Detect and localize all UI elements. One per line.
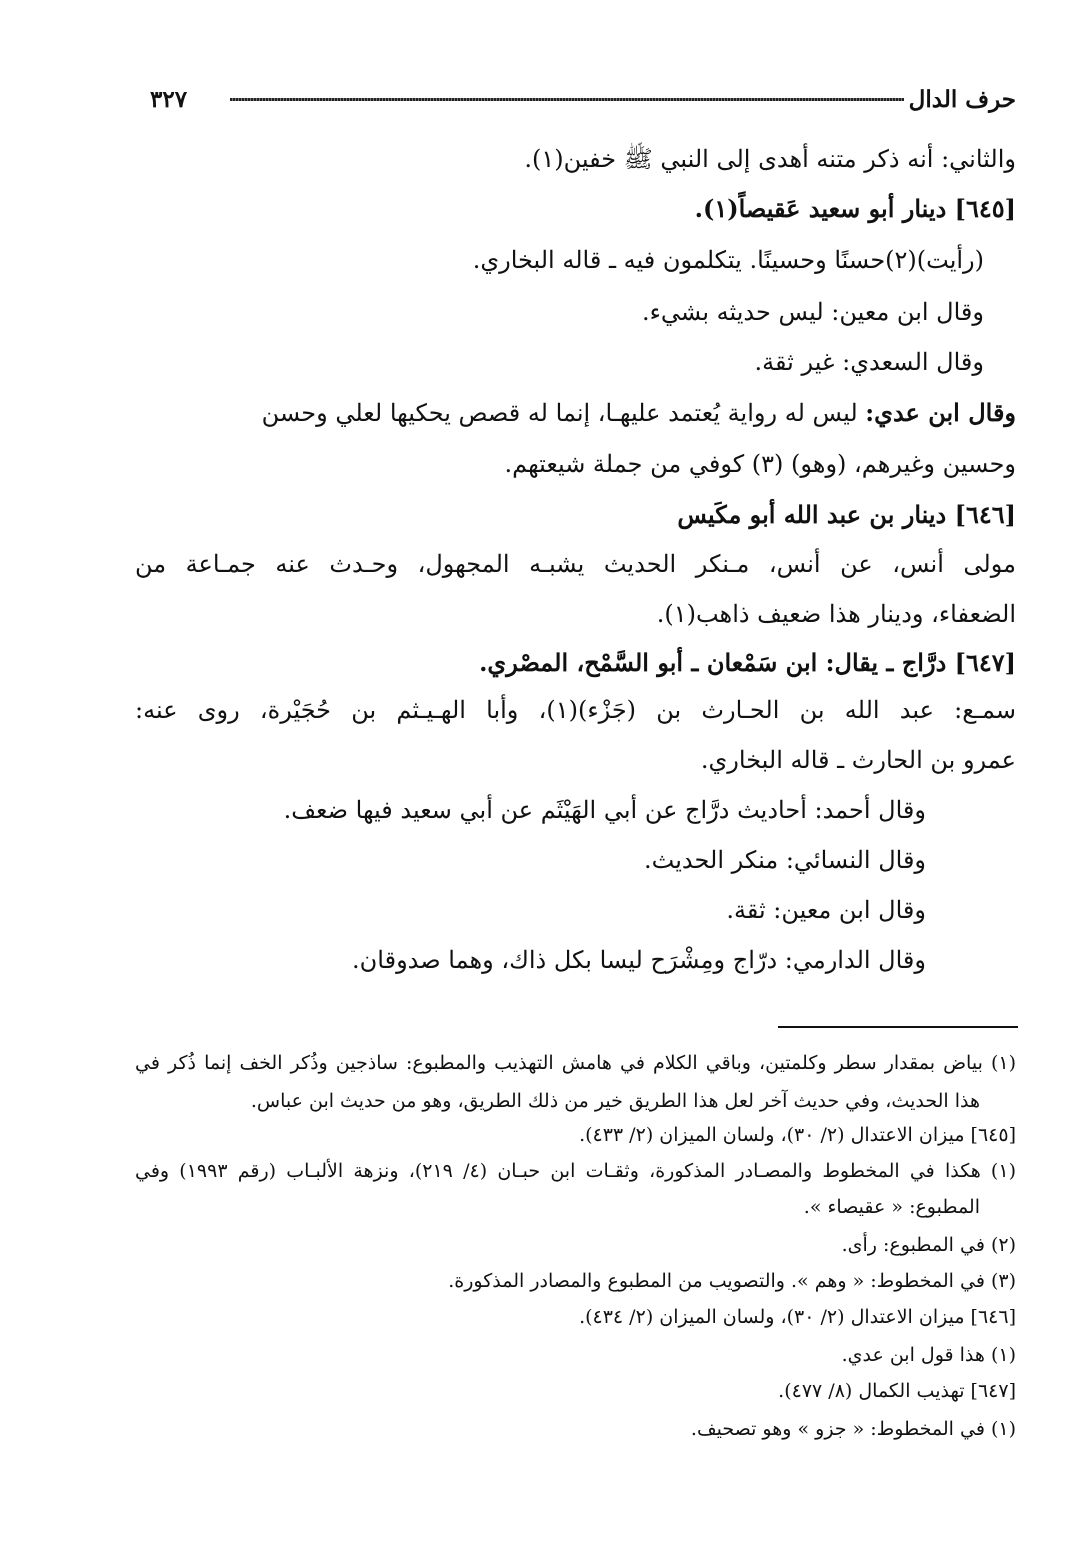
footnote-line: هذا الحديث، وفي حديث آخر لعل هذا الطريق خير من ذلك الطريق، وهو من حديث ابن عباس.: [250, 1090, 980, 1112]
text-line: والثاني: أنه ذكر متنه أهدى إلى النبي ﷺ خفين(١).: [524, 145, 1016, 173]
page-header: [150, 84, 1016, 124]
text-line: وحسين وغيرهم، (وهو) (٣) كوفي من جملة شيعتهم.: [504, 450, 1016, 478]
footnote-line: [٦٤٥] ميزان الاعتدال (٢/ ٣٠)، ولسان الميزان (٢/ ٤٣٣).: [579, 1124, 1016, 1146]
running-title: حرف الدال: [908, 86, 1016, 113]
footnote-line: (١) هكذا في المخطوط والمصـادر المذكورة، وثقـات ابن حبـان (٤/ ٢١٩)، ونزهة الألبـاب (رقم ١٩٩٣) وفي: [135, 1160, 1016, 1182]
footnote-line: (٢) في المطبوع: رأى.: [841, 1234, 1016, 1256]
text-line: الضعفاء، ودينار هذا ضعيف ذاهب(١).: [656, 600, 1016, 628]
text-line: عمرو بن الحارث ـ قاله البخاري.: [700, 746, 1016, 774]
text-line: [135, 398, 1016, 427]
text-line: وقال أحمد: أحاديث درَّاج عن أبي الهَيْثَم عن أبي سعيد فيها ضعف.: [283, 796, 926, 824]
footnote-line: [٦٤٧] تهذيب الكمال (٨/ ٤٧٧).: [778, 1380, 1016, 1402]
page-number: ٣٢٧: [150, 86, 188, 113]
footnote-line: [٦٤٦] ميزان الاعتدال (٢/ ٣٠)، ولسان الميزان (٢/ ٤٣٤).: [579, 1306, 1016, 1328]
text-line: وقال ابن معين: ليس حديثه بشيء.: [642, 298, 984, 326]
entry-heading-646: [٦٤٦] دينار بن عبد الله أبو مكَيس: [677, 500, 1016, 529]
speaker-label: وقال ابن عدي:: [865, 398, 1016, 427]
text-span: ليس له رواية يُعتمد عليهـا، إنما له قصص يحكيها لعلي وحسن: [261, 399, 866, 427]
footnote-line: (١) بياض بمقدار سطر وكلمتين، وباقي الكلام في هامش التهذيب والمطبوع: ساذجين وذُكر الخف إنما ذُكر في: [135, 1052, 1016, 1074]
entry-heading-645: [٦٤٥] دينار أبو سعيد عَقيصاً(١).: [694, 194, 1016, 223]
text-line: سمـع: عبد الله بن الحـارث بن (جَزْء)(١)، وأبا الهـيـثم بن حُجَيْرة، روى عنه:: [135, 696, 1016, 724]
text-line: وقال السعدي: غير ثقة.: [754, 348, 984, 376]
text-line: مولى أنس، عن أنس، مـنكر الحديث يشبـه المجهول، وحـدث عنه جمـاعة من: [135, 550, 1016, 578]
footnote-separator: [778, 1026, 1018, 1028]
text-line: وقال النسائي: منكر الحديث.: [644, 846, 926, 874]
header-rule: [230, 98, 904, 101]
footnote-line: (١) هذا قول ابن عدي.: [841, 1344, 1016, 1366]
entry-heading-647: [٦٤٧] درَّاج ـ يقال: ابن سَمْعان ـ أبو السَّمْح، المصْري.: [479, 648, 1016, 677]
footnote-line: (٣) في المخطوط: « وهم ». والتصويب من المطبوع والمصادر المذكورة.: [448, 1270, 1016, 1292]
text-line: (رأيت)(٢)حسنًا وحسينًا. يتكلمون فيه ـ قاله البخاري.: [472, 246, 984, 274]
text-line: وقال الدارمي: درّاج ومِشْرَح ليسا بكل ذاك، وهما صدوقان.: [352, 946, 926, 974]
footnote-line: المطبوع: « عقيصاء ».: [803, 1196, 980, 1218]
text-line: وقال ابن معين: ثقة.: [726, 896, 926, 924]
footnote-line: (١) في المخطوط: « جزو » وهو تصحيف.: [690, 1418, 1016, 1440]
